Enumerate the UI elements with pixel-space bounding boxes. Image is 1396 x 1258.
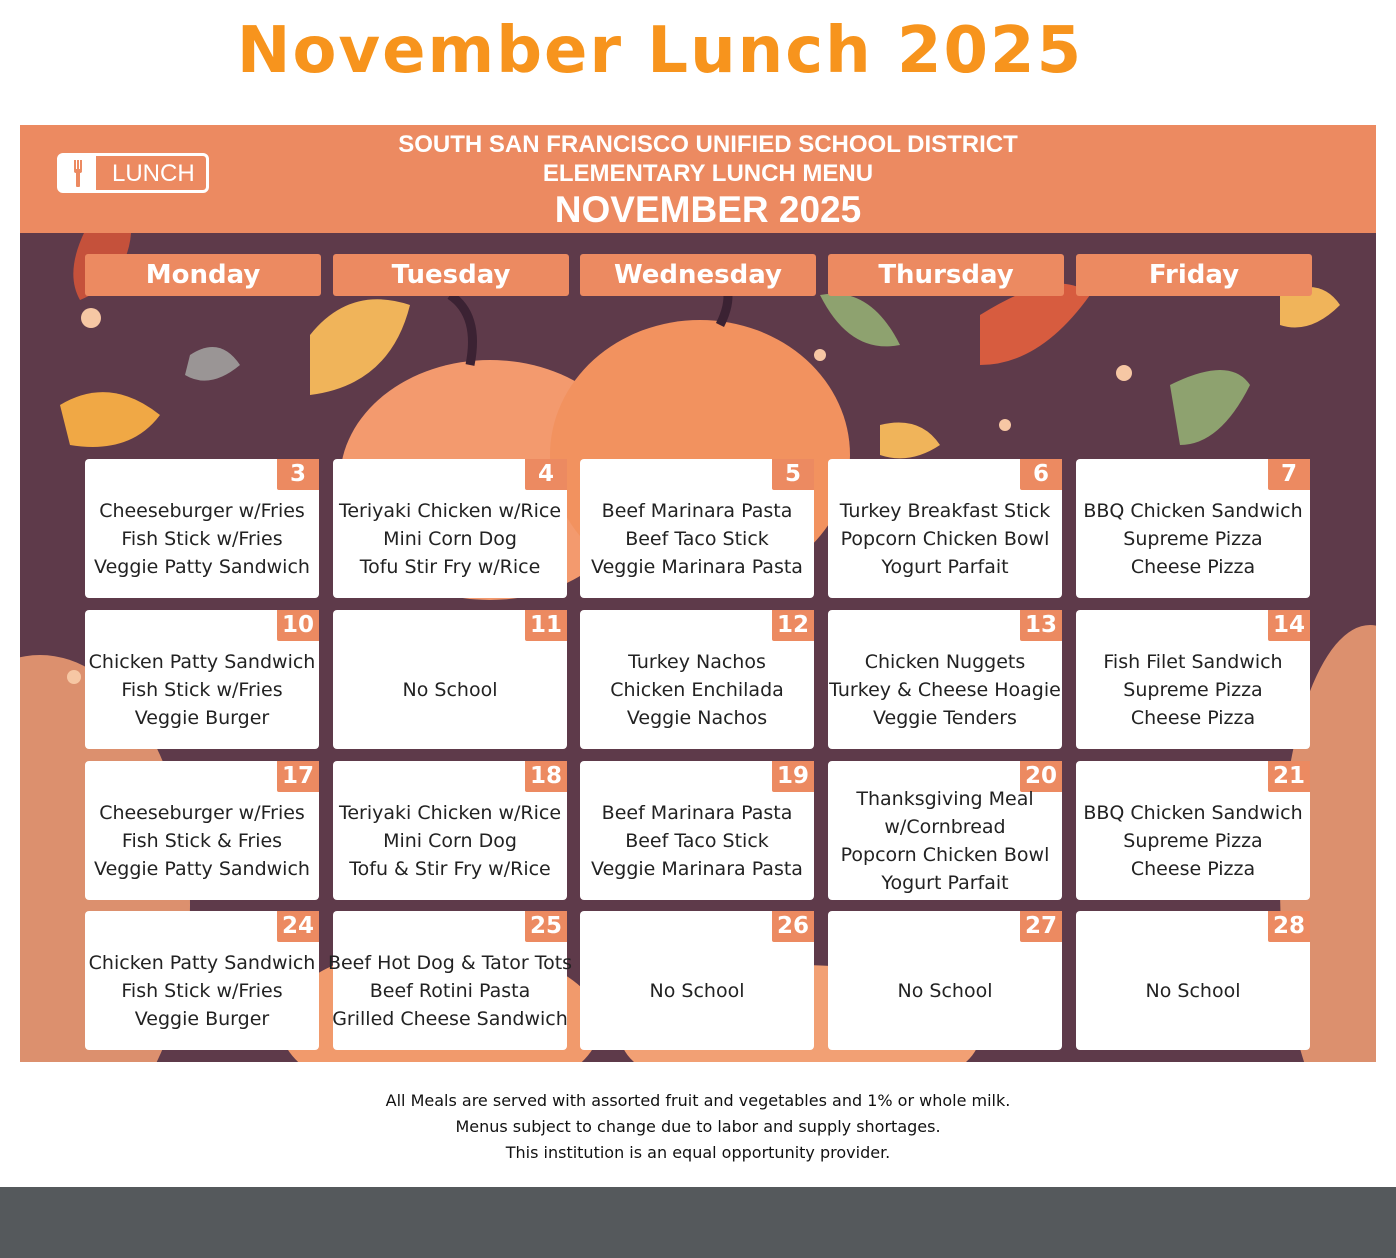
menu-item: Chicken Patty Sandwich (88, 650, 316, 673)
page-title: November Lunch 2025 (236, 14, 1084, 88)
menu-items (333, 781, 567, 900)
menu-item: Turkey Breakfast Stick (839, 499, 1051, 522)
menu-item: Veggie Marinara Pasta (591, 857, 803, 880)
menu-item: Veggie Burger (134, 706, 270, 729)
day-header-wednesday: Wednesday (580, 254, 816, 296)
day-cell (828, 610, 1062, 749)
menu-item: Popcorn Chicken Bowl (840, 843, 1050, 866)
menu-item: Supreme Pizza (1123, 527, 1263, 550)
menu-item: Cheese Pizza (1130, 706, 1256, 729)
date-number: 26 (772, 911, 814, 942)
menu-name: ELEMENTARY LUNCH MENU (542, 160, 874, 187)
menu-item: Mini Corn Dog (383, 829, 517, 852)
date-number: 18 (525, 761, 567, 792)
district-name: SOUTH SAN FRANCISCO UNIFIED SCHOOL DISTRICT (398, 131, 1018, 158)
menu-item: Fish Stick w/Fries (121, 678, 283, 701)
menu-items (828, 630, 1062, 749)
menu-item: Supreme Pizza (1123, 678, 1263, 701)
footnote: Menus subject to change due to labor and supply shortages. (455, 1117, 941, 1136)
menu-item: Fish Stick w/Fries (121, 979, 283, 1002)
date-number: 10 (277, 610, 319, 641)
menu-item: No School (402, 678, 498, 701)
menu-items (85, 630, 319, 749)
date-number: 13 (1020, 610, 1062, 641)
day-cell (85, 761, 319, 900)
menu-item: Cheese Pizza (1130, 857, 1256, 880)
menu-item: Fish Filet Sandwich (1103, 650, 1283, 673)
day-cell (327, 911, 573, 1050)
menu-item: Tofu & Stir Fry w/Rice (349, 857, 551, 880)
menu-item: No School (649, 979, 745, 1002)
menu-items (333, 630, 567, 749)
menu-item: Turkey Nachos (628, 650, 766, 673)
menu-item: Veggie Tenders (873, 706, 1017, 729)
menu-item: Fish Stick & Fries (121, 829, 283, 852)
menu-item: Beef Rotini Pasta (369, 979, 531, 1002)
day-cell (580, 761, 814, 900)
date-number: 27 (1020, 911, 1062, 942)
menu-item: Thanksgiving Meal (856, 787, 1034, 810)
day-cell (85, 459, 319, 598)
menu-items (85, 781, 319, 900)
day-cell (333, 610, 567, 749)
menu-item: Veggie Patty Sandwich (94, 857, 310, 880)
menu-items (327, 931, 573, 1050)
menu-item: Chicken Patty Sandwich (88, 951, 316, 974)
menu-item: Beef Hot Dog & Tator Tots (327, 951, 573, 974)
date-number: 24 (277, 911, 319, 942)
menu-items (1076, 630, 1310, 749)
menu-item: Cheese Pizza (1130, 555, 1256, 578)
day-cell (1076, 610, 1310, 749)
day-header-monday: Monday (85, 254, 321, 296)
day-cell (828, 911, 1062, 1050)
menu-item: Cheeseburger w/Fries (99, 801, 305, 824)
menu-item: Teriyaki Chicken w/Rice (338, 801, 562, 824)
menu-items (1076, 931, 1310, 1050)
day-cell (85, 610, 319, 749)
menu-items (580, 931, 814, 1050)
menu-item: Mini Corn Dog (383, 527, 517, 550)
date-number: 14 (1268, 610, 1310, 641)
date-number: 12 (772, 610, 814, 641)
menu-item: Popcorn Chicken Bowl (840, 527, 1050, 550)
menu-item: Veggie Patty Sandwich (94, 555, 310, 578)
day-cell (1076, 459, 1310, 598)
menu-item: Beef Marinara Pasta (601, 499, 793, 522)
date-number: 28 (1268, 911, 1310, 942)
menu-item: Chicken Nuggets (864, 650, 1026, 673)
menu-items (85, 931, 319, 1050)
day-cell (1076, 911, 1310, 1050)
menu-items (580, 781, 814, 900)
menu-item: Yogurt Parfait (881, 871, 1009, 894)
menu-items (1076, 781, 1310, 900)
menu-item: Turkey & Cheese Hoagie (829, 678, 1061, 701)
date-number: 25 (525, 911, 567, 942)
menu-items (1076, 479, 1310, 598)
menu-item: Teriyaki Chicken w/Rice (338, 499, 562, 522)
menu-item: w/Cornbread (884, 815, 1006, 838)
menu-item: No School (897, 979, 993, 1002)
menu-poster (20, 125, 1376, 1062)
day-cell (333, 459, 567, 598)
day-header-thursday: Thursday (828, 254, 1064, 296)
day-cell (333, 761, 567, 900)
menu-item: Tofu Stir Fry w/Rice (359, 555, 541, 578)
day-cell (580, 459, 814, 598)
menu-item: Beef Taco Stick (625, 829, 769, 852)
day-header-tuesday: Tuesday (333, 254, 569, 296)
menu-item: BBQ Chicken Sandwich (1083, 499, 1303, 522)
footnotes (0, 1088, 1396, 1166)
date-number: 19 (772, 761, 814, 792)
menu-item: Veggie Burger (134, 1007, 270, 1030)
date-number: 11 (525, 610, 567, 641)
menu-items (828, 781, 1062, 900)
footnote: This institution is an equal opportunity provider. (505, 1143, 891, 1162)
menu-item: BBQ Chicken Sandwich (1083, 801, 1303, 824)
menu-item: Cheeseburger w/Fries (99, 499, 305, 522)
day-cell (828, 459, 1062, 598)
menu-item: Yogurt Parfait (881, 555, 1009, 578)
menu-item: Supreme Pizza (1123, 829, 1263, 852)
logo-label: LUNCH (112, 160, 195, 187)
menu-month: NOVEMBER 2025 (554, 189, 862, 230)
date-number: 21 (1268, 761, 1310, 792)
footnote: All Meals are served with assorted fruit and vegetables and 1% or whole milk. (385, 1091, 1011, 1110)
menu-item: Beef Taco Stick (625, 527, 769, 550)
menu-item: Fish Stick w/Fries (121, 527, 283, 550)
day-cell (580, 610, 814, 749)
day-cell (1076, 761, 1310, 900)
date-number: 3 (277, 459, 319, 490)
date-number: 20 (1020, 761, 1062, 792)
day-cell (85, 911, 319, 1050)
menu-items (580, 479, 814, 598)
menu-item: Veggie Marinara Pasta (591, 555, 803, 578)
menu-items (828, 479, 1062, 598)
menu-items (828, 931, 1062, 1050)
day-header-friday: Friday (1076, 254, 1312, 296)
day-cell (580, 911, 814, 1050)
menu-items (333, 479, 567, 598)
date-number: 4 (525, 459, 567, 490)
footer-bar (0, 1187, 1396, 1258)
date-number: 7 (1268, 459, 1310, 490)
menu-item: No School (1145, 979, 1241, 1002)
menu-item: Chicken Enchilada (610, 678, 784, 701)
menu-items (85, 479, 319, 598)
menu-item: Grilled Cheese Sandwich (332, 1007, 568, 1030)
date-number: 5 (772, 459, 814, 490)
menu-item: Veggie Nachos (626, 706, 768, 729)
date-number: 17 (277, 761, 319, 792)
day-cell (828, 761, 1062, 900)
date-number: 6 (1020, 459, 1062, 490)
menu-items (580, 630, 814, 749)
menu-item: Beef Marinara Pasta (601, 801, 793, 824)
